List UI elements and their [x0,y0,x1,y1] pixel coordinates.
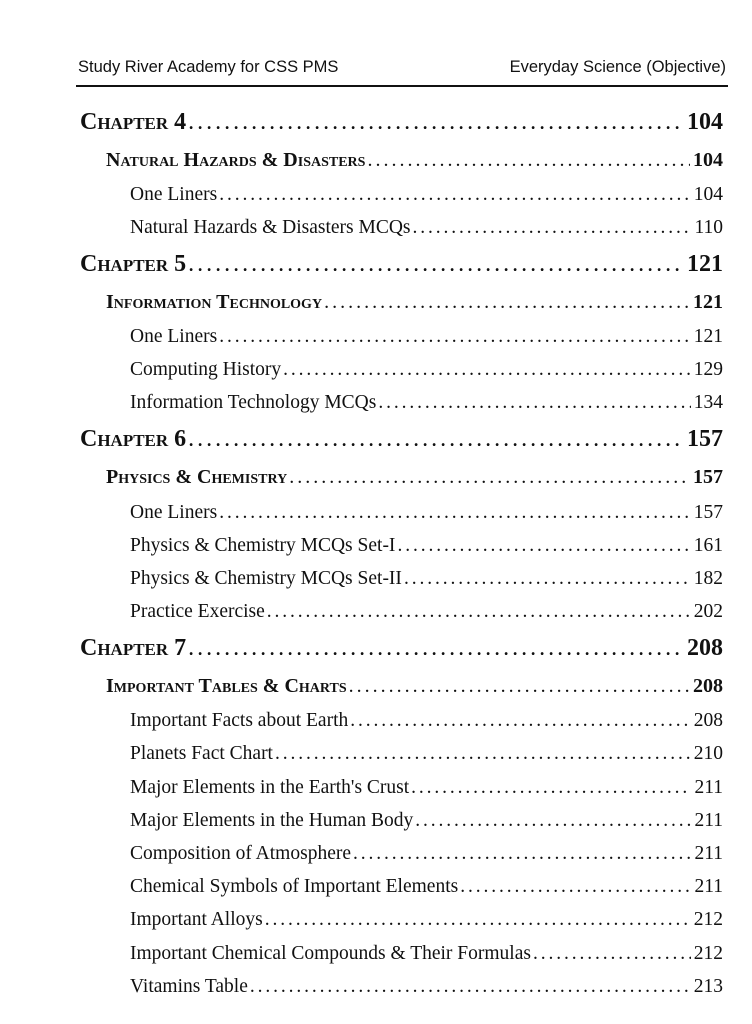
toc-page-number: 104 [693,148,723,171]
toc-entry-row[interactable] [0,320,723,353]
toc-page-number: 211 [694,843,723,865]
toc-entry-title: Major Elements in the Human Body [130,809,414,831]
toc-entry-title: Physics & Chemistry MCQs Set-I [130,534,396,556]
toc-entry-title: Information Technology MCQs [130,392,377,414]
toc-entry-row[interactable] [0,738,723,771]
toc-chapter-row[interactable] [0,102,723,142]
toc-section-row[interactable] [0,460,723,496]
toc-page-number: 104 [687,108,723,135]
toc-section-title: Physics & Chemistry [106,466,288,489]
toc-entry-title: Planets Fact Chart [130,743,273,765]
toc-entry-row[interactable] [0,211,723,244]
toc-page-number: 110 [694,216,723,238]
toc-entry-row[interactable] [0,496,723,529]
toc-entry-row[interactable] [0,837,723,870]
dot-leader [267,601,691,623]
toc-section-row[interactable] [0,669,723,705]
dot-leader [378,392,690,414]
toc-entry-row[interactable] [0,529,723,562]
dot-leader [250,976,691,998]
dot-leader [283,359,691,381]
toc-chapter-row[interactable] [0,629,723,669]
toc-chapter-title: Chapter 5 [80,250,187,277]
toc-entry-title: Physics & Chemistry MCQs Set-II [130,567,402,589]
toc-entry-title: Practice Exercise [130,601,265,623]
toc-page-number: 129 [693,359,723,381]
dot-leader [353,843,691,865]
toc-entry-row[interactable] [0,562,723,595]
toc-entry-title: One Liners [130,501,218,523]
dot-leader [289,466,690,489]
dot-leader [350,710,691,732]
toc-entry-row[interactable] [0,970,723,1003]
toc-entry-title: Important Facts about Earth [130,710,349,732]
running-header [78,58,726,77]
toc-entry-row[interactable] [0,937,723,970]
toc-page-number: 212 [693,909,723,931]
toc-entry-title: Natural Hazards & Disasters MCQs [130,216,411,238]
dot-leader [219,326,691,348]
dot-leader [188,426,684,453]
toc-entry-row[interactable] [0,771,723,804]
dot-leader [219,184,691,206]
toc-page-number: 211 [694,876,723,898]
toc-section-title: Important Tables & Charts [106,675,347,698]
toc-page-number: 121 [693,325,723,347]
toc-entry-row[interactable] [0,354,723,387]
toc-page-number: 182 [693,567,723,589]
toc-entry-row[interactable] [0,705,723,738]
toc-chapter-title: Chapter 7 [80,635,187,662]
toc-page-number: 210 [693,743,723,765]
toc-page-number: 211 [694,776,723,798]
dot-leader [324,291,690,314]
toc-page-number: 208 [687,635,723,662]
dot-leader [533,943,691,965]
toc-entry-row[interactable] [0,387,723,420]
toc-entry-row[interactable] [0,904,723,937]
toc-chapter-title: Chapter 4 [80,108,187,135]
dot-leader [411,777,691,799]
dot-leader [275,743,691,765]
toc-section-row[interactable] [0,142,723,178]
header-right-text: Everyday Science (Objective) [509,58,726,76]
toc-page-number: 208 [693,675,723,698]
toc-entry-title: Chemical Symbols of Important Elements [130,876,459,898]
toc-entry-row[interactable] [0,178,723,211]
dot-leader [415,810,691,832]
toc-entry-row[interactable] [0,804,723,837]
toc-entry-title: Important Chemical Compounds & Their Formulas [130,942,531,964]
toc-entry-title: Computing History [130,359,282,381]
dot-leader [188,251,684,278]
header-rule [76,85,728,87]
toc-section-row[interactable] [0,284,723,320]
dot-leader [460,876,691,898]
toc-chapter-row[interactable] [0,420,723,460]
toc-page-number: 157 [693,501,723,523]
dot-leader [349,675,690,698]
toc-chapter-row[interactable] [0,244,723,284]
dot-leader [188,109,684,136]
toc-entry-title: Important Alloys [130,909,263,931]
header-left-text: Study River Academy for CSS PMS [78,58,339,76]
dot-leader [265,909,691,931]
toc-section-title: Information Technology [106,290,323,313]
toc-entry-title: Vitamins Table [130,975,248,997]
toc-entry-title: Composition of Atmosphere [130,843,351,865]
toc-page-number: 104 [693,183,723,205]
toc-page-number: 161 [693,534,723,556]
toc-page-number: 134 [693,392,723,414]
toc-page-number: 157 [687,426,723,453]
toc-entry-title: Major Elements in the Earth's Crust [130,776,410,798]
toc-entry-title: One Liners [130,183,218,205]
toc-page-number: 213 [693,975,723,997]
toc-page-number: 212 [693,942,723,964]
dot-leader [404,568,691,590]
toc-chapter-title: Chapter 6 [80,426,187,453]
toc-page-number: 121 [687,250,723,277]
table-of-contents [0,102,752,1003]
dot-leader [397,535,690,557]
toc-entry-row[interactable] [0,871,723,904]
toc-page-number: 208 [693,710,723,732]
toc-page-number: 157 [693,466,723,489]
toc-page-number: 121 [693,290,723,313]
dot-leader [219,502,691,524]
toc-section-title: Natural Hazards & Disasters [106,148,366,171]
dot-leader [188,635,684,662]
dot-leader [367,149,690,172]
toc-page-number: 211 [694,809,723,831]
dot-leader [413,217,692,239]
toc-entry-title: One Liners [130,325,218,347]
toc-entry-row[interactable] [0,596,723,629]
toc-page-number: 202 [693,601,723,623]
